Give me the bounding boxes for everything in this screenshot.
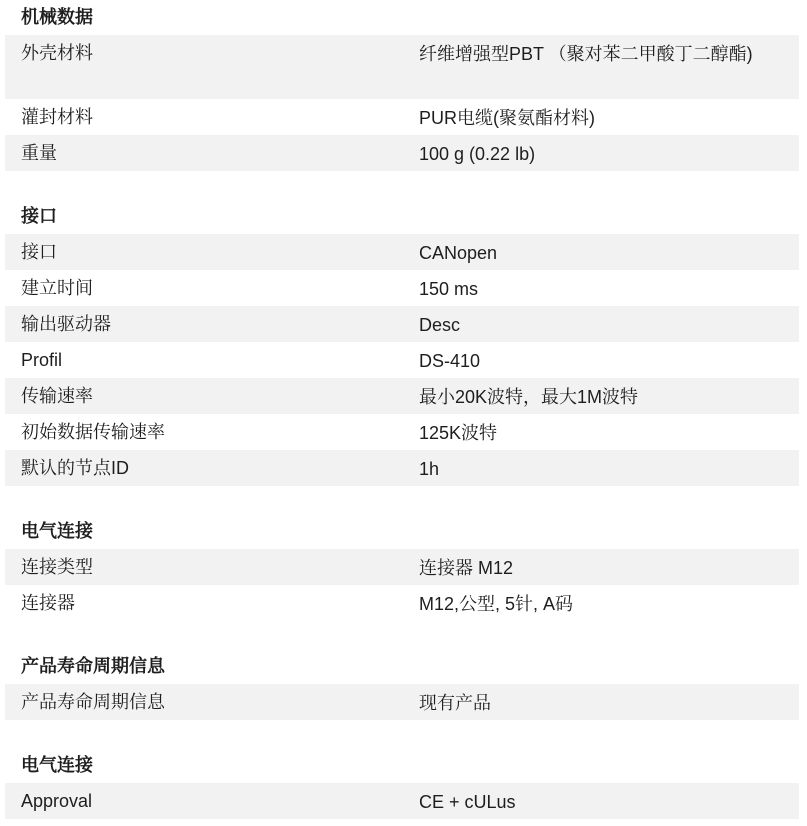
spec-value: CANopen [419,243,498,263]
spec-row [5,35,799,99]
spec-label: 传输速率 [21,386,93,406]
spec-value: 现有产品 [419,693,491,713]
spec-label: 连接器 [21,593,75,613]
spec-label: 连接类型 [21,557,93,577]
section-title: 产品寿命周期信息 [21,656,165,676]
spec-row [5,450,799,486]
section-title: 电气连接 [21,521,93,541]
spec-row [5,99,799,135]
spec-label: 建立时间 [21,278,93,298]
section-title: 电气连接 [21,755,93,775]
spec-value: 125K波特 [419,423,498,443]
spec-row [5,270,799,306]
spec-value: 纤维增强型PBT （聚对苯二甲酸丁二醇酯) [419,44,753,64]
spec-label: 接口 [21,242,57,262]
spec-value: PUR电缆(聚氨酯材料) [419,108,595,128]
spec-label: 灌封材料 [21,107,93,127]
spec-value: CE + cULus [419,792,516,812]
spec-row [5,234,799,270]
spec-row [5,684,799,720]
spec-row [5,342,799,378]
spec-value: DS-410 [419,351,481,371]
spec-label: 输出驱动器 [21,314,111,334]
spec-label: Profil [21,350,63,370]
spec-row [5,135,799,171]
spec-value: 连接器 M12 [419,558,514,578]
spec-value: 150 ms [419,279,479,299]
spec-value: 最小20K波特，最大1M波特 [419,387,639,407]
spec-label: 重量 [21,143,57,163]
spec-label: 默认的节点ID [21,458,129,478]
spec-value: Desc [419,315,461,335]
spec-label: 外壳材料 [21,43,93,63]
spec-value: 100 g (0.22 lb) [419,144,536,164]
spec-label: 产品寿命周期信息 [21,692,165,712]
spec-label: 初始数据传输速率 [21,422,165,442]
spec-row [5,378,799,414]
spec-row [5,414,799,450]
spec-row [5,549,799,585]
spec-label: Approval [21,791,93,811]
spec-row [5,783,799,819]
spec-row [5,585,799,621]
section-title: 机械数据 [21,7,93,27]
section-title: 接口 [21,206,57,226]
spec-row [5,306,799,342]
spec-value: M12,公型, 5针, A码 [419,594,574,614]
spec-value: 1h [419,459,440,479]
